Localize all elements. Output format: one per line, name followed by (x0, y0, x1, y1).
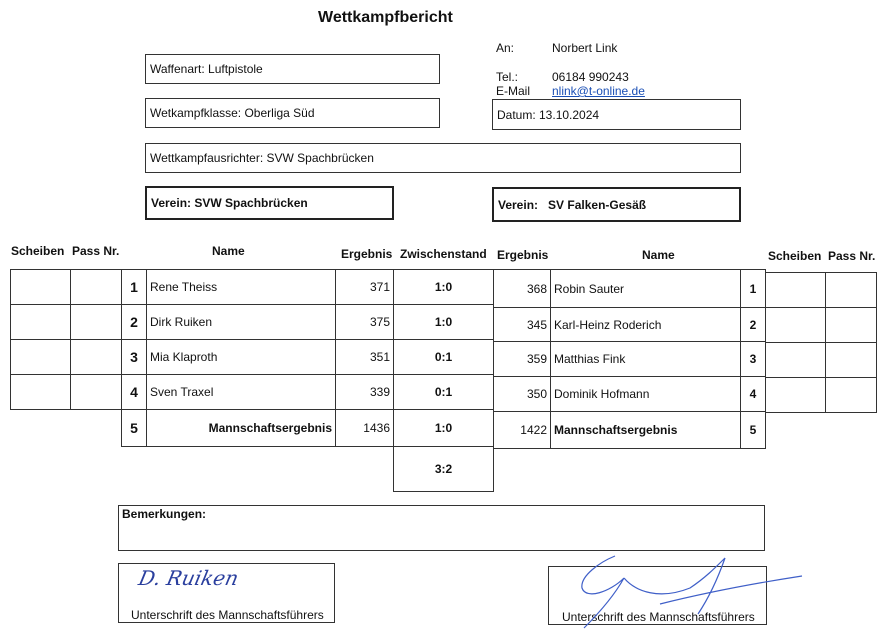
row-number: 1 (121, 269, 147, 305)
scheiben-right-cell (765, 307, 826, 343)
pass-left-cell (70, 374, 122, 410)
scheiben-left-cell (10, 269, 71, 305)
tel-label: Tel.: (496, 70, 519, 84)
pass-right-cell (825, 272, 877, 308)
email-link[interactable]: nlink@t-online.de (552, 84, 645, 98)
right-name: Dominik Hofmann (550, 376, 741, 412)
row-number: 3 (121, 339, 147, 375)
team-score-left: 1436 (335, 409, 394, 447)
row-number-right: 4 (740, 376, 766, 412)
verein-right-label: Verein: (498, 197, 539, 212)
right-name: Karl-Heinz Roderich (550, 307, 741, 342)
verein-right-box (492, 187, 741, 222)
right-score: 345 (493, 307, 551, 342)
scheiben-left-cell (10, 304, 71, 340)
verein-left-box (145, 186, 394, 220)
col-zwischenstand: Zwischenstand (400, 247, 487, 261)
signature-right-scribble (540, 548, 810, 637)
row-number-right: 2 (740, 307, 766, 342)
scheiben-right-cell (765, 377, 826, 413)
an-value: Norbert Link (552, 41, 618, 55)
scheiben-right-cell (765, 272, 826, 308)
final-score: 3:2 (393, 446, 494, 492)
verein-right-name: SV Falken-Gesäß (548, 197, 647, 212)
left-name: Sven Traxel (146, 374, 336, 410)
row-number-right: 1 (740, 269, 766, 308)
zwischenstand-cell: 0:1 (393, 374, 494, 410)
remarks-label: Bemerkungen: (122, 507, 207, 521)
left-name: Mia Klaproth (146, 339, 336, 375)
scheiben-right-cell (765, 342, 826, 378)
signature-right-label: Unterschrift des Mannschaftsführers (562, 610, 755, 624)
pass-right-cell (825, 307, 877, 343)
verein-left-label: Verein: (151, 196, 192, 210)
remarks-box (118, 505, 765, 551)
page-title: Wettkampfbericht (318, 9, 453, 26)
right-score: 350 (493, 376, 551, 412)
team-zwischenstand: 1:0 (393, 409, 494, 447)
row-number-right: 3 (740, 341, 766, 377)
right-name: Robin Sauter (550, 269, 741, 308)
team-label-left: Mannschaftsergebnis (146, 409, 336, 447)
team-row-number: 5 (121, 409, 147, 447)
col-pass-right: Pass Nr. (828, 249, 876, 263)
team-label-right: Mannschaftsergebnis (550, 411, 741, 449)
left-score: 375 (335, 304, 394, 340)
right-name: Matthias Fink (550, 341, 741, 377)
col-scheiben-left: Scheiben (11, 244, 65, 258)
pass-right-cell (825, 377, 877, 413)
scheiben-left-cell (10, 339, 71, 375)
verein-left-name: SVW Spachbrücken (194, 196, 308, 210)
pass-left-cell (70, 269, 122, 305)
an-label: An: (496, 41, 515, 55)
col-name-right: Name (642, 248, 675, 262)
signature-left-scribble: D. Ruiken (136, 566, 241, 590)
datum-field: Datum: 13.10.2024 (492, 99, 741, 130)
wettkampfklasse-field: Wetkampfklasse: Oberliga Süd (145, 98, 440, 128)
zwischenstand-cell: 1:0 (393, 304, 494, 340)
email-label: E-Mail (496, 84, 531, 98)
signature-left-label: Unterschrift des Mannschaftsführers (131, 608, 324, 622)
left-score: 339 (335, 374, 394, 410)
col-scheiben-right: Scheiben (768, 249, 822, 263)
zwischenstand-cell: 0:1 (393, 339, 494, 375)
team-row-number-right: 5 (740, 411, 766, 449)
pass-right-cell (825, 342, 877, 378)
left-score: 351 (335, 339, 394, 375)
col-name-left: Name (212, 244, 245, 258)
pass-left-cell (70, 304, 122, 340)
right-score: 359 (493, 341, 551, 377)
right-score: 368 (493, 269, 551, 308)
ausrichter-field: Wettkampfausrichter: SVW Spachbrücken (145, 143, 741, 173)
tel-value: 06184 990243 (552, 70, 629, 84)
left-score: 371 (335, 269, 394, 305)
pass-left-cell (70, 339, 122, 375)
zwischenstand-cell: 1:0 (393, 269, 494, 305)
waffenart-field: Waffenart: Luftpistole (145, 54, 440, 84)
col-ergebnis-left: Ergebnis (341, 247, 393, 261)
col-pass-left: Pass Nr. (72, 244, 120, 258)
col-ergebnis-right: Ergebnis (497, 248, 549, 262)
scheiben-left-cell (10, 374, 71, 410)
left-name: Dirk Ruiken (146, 304, 336, 340)
left-name: Rene Theiss (146, 269, 336, 305)
row-number: 2 (121, 304, 147, 340)
team-score-right: 1422 (493, 411, 551, 449)
row-number: 4 (121, 374, 147, 410)
signature-left-box (118, 563, 335, 623)
